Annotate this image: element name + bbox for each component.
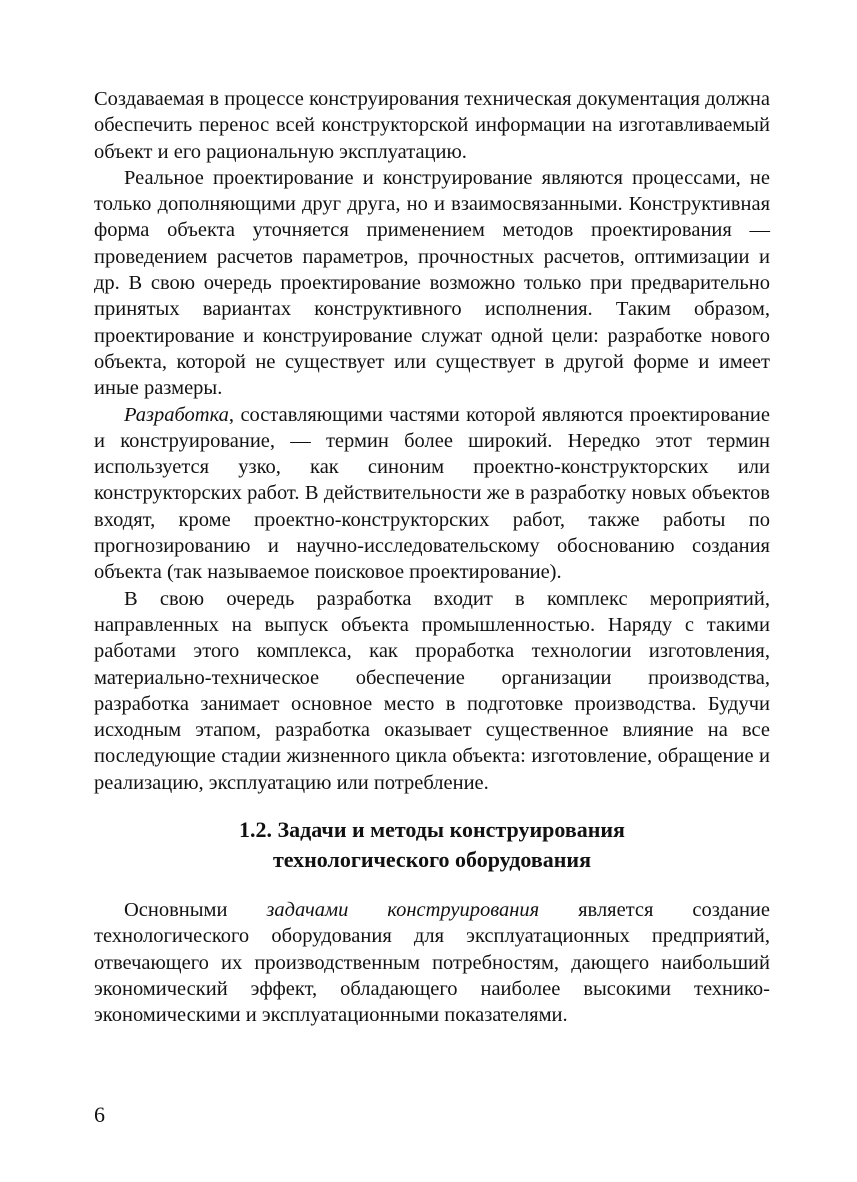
paragraph-2: Реальное проектирование и конструирование являются процессами, не только дополняющими друг друга, но и взаимосвязанными. Конструктивная форма объекта уточняется применением методов проектирования — проведением расчетов параметров, прочностных расчетов, оптимизации и др. В свою очередь проектирование возможно только при предварительно принятых вариантах конструктивного исполнения. Таким образом, проектирование и конструирование служат одной цели: разработке нового объекта, которой не существует или существует в другой форме и имеет иные размеры. xyxy=(94,166,770,400)
paragraph-1: Создаваемая в процессе конструирования техническая документация должна обеспечить перенос всей конструкторской информации на изготавливаемый объект и его рациональную эксплуатацию. xyxy=(94,88,770,163)
paragraph-5-start: Основными xyxy=(124,899,267,922)
paragraph-5-text: является создание технологического оборудования для эксплуатационных предприятий, отвечающего их производственным потребностям, дающего наибольший экономический эффект, обладающего наиболее высокими технико-экономическими и эксплуатационными показателями. xyxy=(94,899,770,1027)
paragraph-3 xyxy=(94,402,770,586)
page-number: 6 xyxy=(94,1102,105,1127)
term-tasks: задачами конструирования xyxy=(266,899,540,922)
paragraph-4: В свою очередь разработка входит в комплекс мероприятий, направленных на выпуск объекта промышленностью. Наряду с такими работами этого комплекса, как проработка технологии изготовления, материально-техническое обеспечение организации производства, разработка занимает основное место в подготовке производства. Будучи исходным этапом, разработка оказывает существенное влияние на все последующие стадии жизненного цикла объекта: изготовление, обращение и реализацию, эксплуатацию или потребление. xyxy=(94,587,770,794)
paragraph-3-text: , составляющими частями которой являются проектирование и конструирование, — термин более широкий. Нередко этот термин используется узко, как синоним проектно-конструкторских или конструкторских работ. В действительности же в разработку новых объектов входят, кроме проектно-конструкторских работ, также работы по прогнозированию и научно-исследовательскому обоснованию создания объекта (так называемое поисковое проектирование). xyxy=(94,403,770,584)
paragraph-5 xyxy=(94,897,770,1028)
section-heading xyxy=(94,815,770,875)
term-razrabotka: Разработка xyxy=(124,403,229,426)
section-heading-line-2: технологического оборудования xyxy=(272,847,592,873)
section-heading-line-1: 1.2. Задачи и методы конструирования xyxy=(239,817,625,843)
page-body xyxy=(94,86,770,1029)
